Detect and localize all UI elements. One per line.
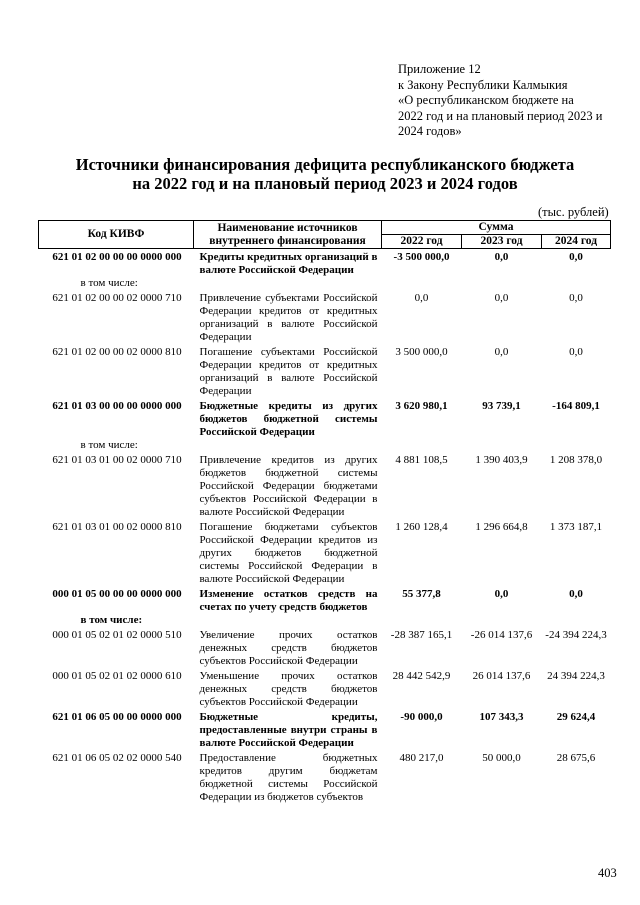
table-row [39,344,611,398]
header-2024: 2024 год [542,235,611,249]
row-code: 621 01 02 00 00 00 0000 000 [52,251,182,263]
row-code: 621 01 02 00 00 02 0000 710 [52,292,182,304]
row-value-2022: -28 387 165,1 [390,629,453,641]
table-row [39,627,611,668]
row-value-2022: 55 377,8 [402,588,441,600]
row-value-2023: 26 014 137,6 [472,670,531,682]
appendix-block [398,62,623,140]
row-value-2022: -3 500 000,0 [393,251,450,263]
row-name: Уменьшение прочих остатков денежных средств бюджетов субъектов Российской Федерации [199,670,378,708]
table-header [39,221,611,249]
title-line-2: на 2022 год и на плановый период 2023 и 2024 годов [132,174,518,193]
including-label: в том числе: [80,614,143,626]
row-value-2024: 0,0 [569,346,583,358]
row-code: 621 01 02 00 00 02 0000 810 [52,346,182,358]
financing-sources-table [38,220,611,804]
table-row [39,398,611,439]
row-value-2023: -26 014 137,6 [470,629,533,641]
row-value-2024: 1 373 187,1 [549,521,603,533]
header-code: Код КИВФ [39,221,194,249]
table-row [39,709,611,750]
row-value-2024: 1 208 378,0 [549,454,603,466]
table-row [39,249,611,278]
document-title [40,155,610,193]
row-value-2022: 480 217,0 [399,752,444,764]
header-2022: 2022 год [382,235,462,249]
row-value-2023: 0,0 [494,346,509,358]
row-value-2024: 28 675,6 [556,752,596,764]
table-row [39,290,611,344]
row-value-2023: 0,0 [494,292,509,304]
appendix-line: «О республиканском бюджете на [398,93,574,107]
row-value-2024: 24 394 224,3 [547,670,605,682]
row-value-2024: 29 624,4 [556,711,596,723]
appendix-line: 2024 годов» [398,124,462,138]
row-name: Погашение бюджетами субъектов Российской Федерации кредитов из других бюджетов бюджетной системы Российской Федерации в валюте Российской Федерации [199,521,378,585]
table-subheader-row [39,439,611,452]
row-name: Предоставление бюджетных кредитов другим бюджетам бюджетной системы Российской Федерации из бюджетов субъектов [199,752,378,803]
table-row [39,586,611,614]
row-code: 000 01 05 02 01 02 0000 610 [52,670,182,682]
appendix-line: Приложение 12 [398,62,481,76]
row-name: Привлечение субъектами Российской Федерации кредитов от кредитных организаций в валюте Российской Федерации [199,292,378,343]
row-value-2023: 50 000,0 [482,752,521,764]
row-name: Увеличение прочих остатков денежных средств бюджетов субъектов Российской Федерации [199,629,378,667]
header-name: Наименование источников внутреннего финансирования [194,221,382,249]
row-value-2022: -90 000,0 [400,711,443,723]
row-code: 000 01 05 00 00 00 0000 000 [52,588,182,600]
row-value-2023: 0,0 [494,251,509,263]
header-2023: 2023 год [462,235,542,249]
row-value-2022: 4 881 108,5 [395,454,448,466]
title-line-1: Источники финансирования дефицита республиканского бюджета [75,155,575,174]
row-code: 621 01 03 00 00 00 0000 000 [52,400,182,412]
table-row [39,668,611,709]
table-row [39,452,611,519]
row-code: 621 01 06 05 00 00 0000 000 [52,711,182,723]
row-value-2024: 0,0 [569,251,583,263]
row-code: 000 01 05 02 01 02 0000 510 [52,629,182,641]
including-label: в том числе: [80,277,138,289]
row-name: Кредиты кредитных организаций в валюте Российской Федерации [199,251,378,276]
table-subheader-row [39,614,611,627]
appendix-line: 2022 год и на плановый период 2023 и [398,108,603,123]
row-value-2024: 0,0 [569,588,583,600]
row-value-2022: 1 260 128,4 [395,521,448,533]
row-value-2024: -24 394 224,3 [545,629,607,641]
table-subheader-row [39,277,611,290]
row-code: 621 01 03 01 00 02 0000 710 [52,454,182,466]
row-value-2022: 3 500 000,0 [395,346,448,358]
row-value-2022: 0,0 [414,292,429,304]
row-name: Изменение остатков средств на счетах по учету средств бюджетов [199,588,378,613]
page-number: 403 [598,866,617,880]
row-name: Привлечение кредитов из других бюджетов бюджетной системы Российской Федерации бюджетами субъектов Российской Федерации в валюте Российской Федерации [199,454,378,518]
header-sum: Сумма [382,221,611,235]
row-value-2023: 0,0 [494,588,509,600]
row-code: 621 01 03 01 00 02 0000 810 [52,521,182,533]
row-value-2023: 1 390 403,9 [475,454,528,466]
units-label: (тыс. рублей) [538,205,609,219]
appendix-line: к Закону Республики Калмыкия [398,77,568,92]
row-name: Погашение субъектами Российской Федерации кредитов от кредитных организаций в валюте Российской Федерации [199,346,378,397]
row-value-2024: 0,0 [569,292,583,304]
including-label: в том числе: [80,439,138,451]
table-body [39,249,611,805]
row-value-2023: 107 343,3 [479,711,524,723]
row-value-2022: 3 620 980,1 [395,400,448,412]
row-value-2022: 28 442 542,9 [392,670,451,682]
row-name: Бюджетные кредиты из других бюджетов бюджетной системы Российской Федерации [199,400,378,438]
row-name: Бюджетные кредиты, предоставленные внутри страны в валюте Российской Федерации [199,711,378,749]
row-value-2023: 93 739,1 [482,400,521,412]
table-row [39,750,611,804]
table-row [39,519,611,586]
row-value-2023: 1 296 664,8 [475,521,528,533]
row-value-2024: -164 809,1 [552,400,600,412]
row-code: 621 01 06 05 02 02 0000 540 [52,752,182,764]
